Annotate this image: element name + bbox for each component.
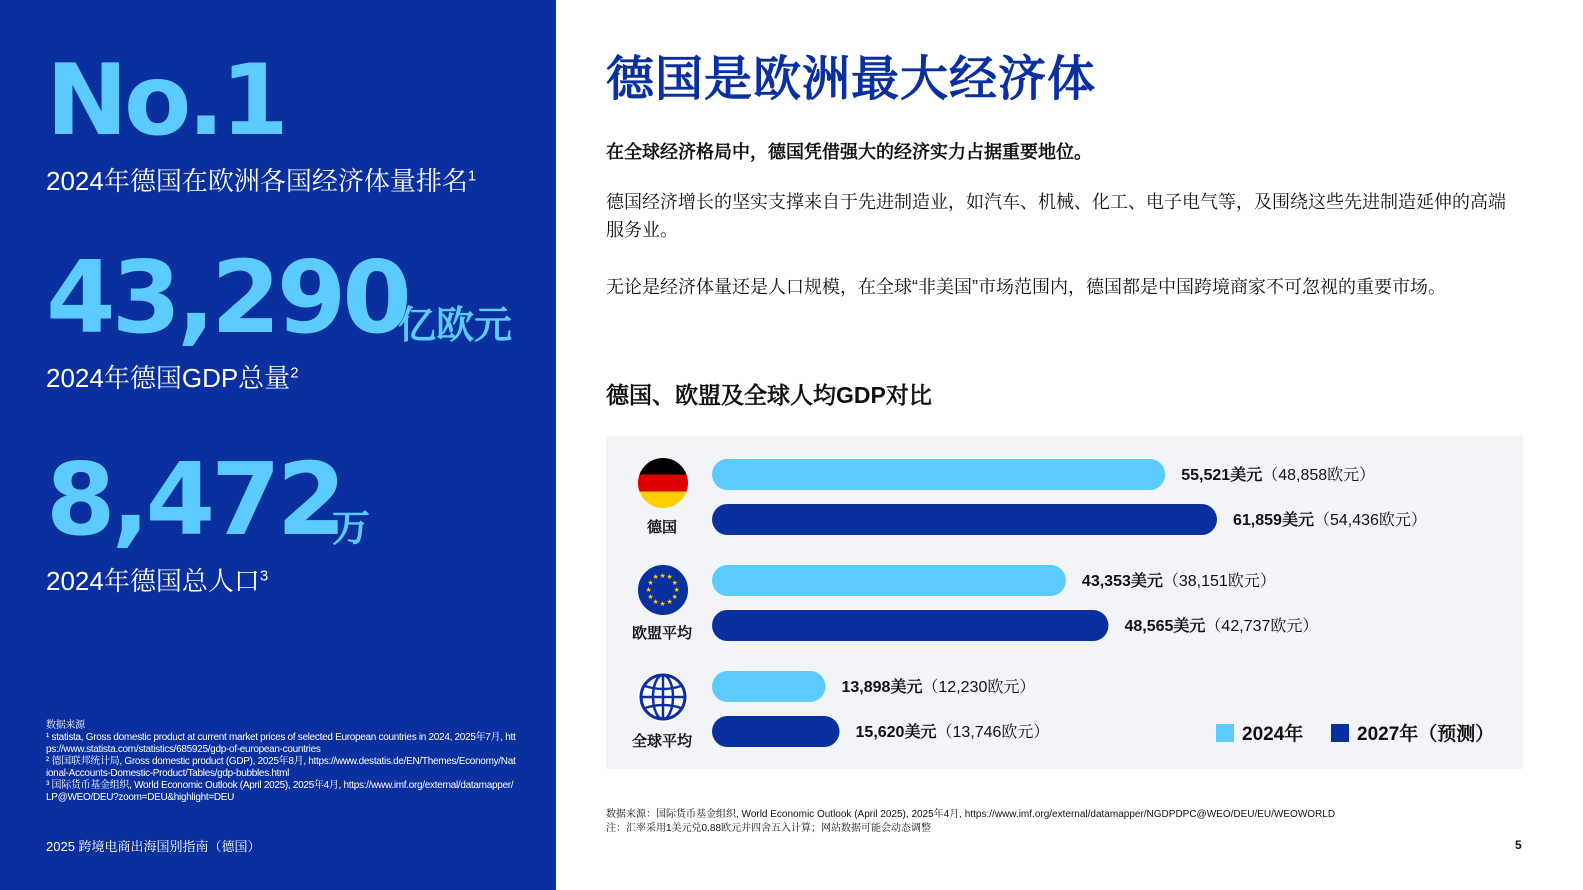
bar-2024-2 — [712, 671, 825, 702]
eur-value-label: （54,436欧元） — [1313, 512, 1427, 529]
category-label-germany: 德国 — [646, 519, 677, 536]
paragraph-2: 无论是经济体量还是人口规模，在全球“非美国”市场范围内，德国都是中国跨境商家不可忽视的重要市场。 — [606, 277, 1446, 297]
page-number: 5 — [1515, 838, 1522, 852]
usd-value-label: 15,620美元 — [855, 724, 937, 741]
population-value: 8,472 — [46, 441, 343, 558]
footer-title: 2025 跨境电商出海国别指南（德国） — [46, 839, 261, 854]
eur-value-label: （38,151欧元） — [1162, 573, 1276, 590]
bar-2027-2 — [712, 716, 840, 747]
globe-icon — [638, 672, 688, 722]
eur-value-label: （12,230欧元） — [922, 679, 1036, 696]
chart-exchange-note: 注：汇率采用1美元兑0.88欧元并四舍五入计算；网站数据可能会动态调整 — [606, 823, 932, 834]
legend-2024 — [1216, 719, 1303, 746]
data-label — [1124, 616, 1318, 635]
gdp-label: 2024年德国GDP总量$^2$ — [46, 363, 299, 393]
rank-label: 2024年德国在欧洲各国经济体量排名$^1$ — [46, 166, 477, 196]
eu-star-icon: ★ — [652, 598, 659, 606]
usd-value-label: 61,859美元 — [1233, 512, 1314, 529]
data-label — [1233, 510, 1427, 529]
bar-2027-1 — [712, 610, 1108, 641]
source-item: ² 德国联邦统计局, Gross domestic product (GDP), 2025年8月, https://www.destatis.de/EN/Themes/Economy/National-Accounts-Domestic-Product/Tables/gdp-bubbles.html — [46, 756, 516, 779]
data-label — [841, 677, 1035, 696]
page-title: 德国是欧洲最大经济体 — [606, 53, 1097, 106]
usd-value-label: 55,521美元 — [1181, 467, 1263, 484]
category-label-global: 全球平均 — [631, 733, 692, 750]
legend-swatch-2024 — [1216, 724, 1234, 742]
chart-notes — [606, 808, 1335, 836]
lead-text: 在全球经济格局中，德国凭借强大的经济实力占据重要地位。 — [606, 142, 1092, 162]
eu-star-icon: ★ — [652, 574, 659, 582]
eu-star-icon: ★ — [666, 598, 673, 606]
paragraph-1: 德国经济增长的坚实支撑来自于先进制造业，如汽车、机械、化工、电子电气等，及围绕这些先进制造延伸的高端服务业。 — [606, 192, 1506, 240]
chart-title: 德国、欧盟及全球人均GDP对比 — [606, 382, 932, 408]
population-unit: 万 — [332, 506, 371, 550]
rank-value: No.1 — [46, 44, 285, 158]
eu-star-icon: ★ — [659, 600, 666, 608]
eu-star-icon: ★ — [673, 586, 680, 594]
eu-star-icon: ★ — [671, 579, 678, 587]
eu-star-icon: ★ — [647, 579, 654, 587]
chart-source-note: 数据来源：国际货币基金组织, World Economic Outlook (April 2025), 2025年4月, https://www.imf.org/external/datamapper/NGDPDPC@WEO/DEU/EU/WEOWORLD — [606, 809, 1336, 820]
sources-block — [46, 720, 516, 804]
data-label — [1082, 571, 1276, 590]
legend-swatch-2027 — [1331, 724, 1349, 742]
population-label: 2024年德国总人口$^3$ — [46, 566, 269, 596]
legend-2027 — [1331, 719, 1494, 746]
usd-value-label: 13,898美元 — [841, 679, 923, 696]
legend-label-2024: 2024年 — [1242, 724, 1304, 745]
germany-flag-icon — [638, 458, 688, 508]
data-label — [1181, 465, 1375, 484]
eur-value-label: （42,737欧元） — [1205, 618, 1319, 635]
bar-2024-1 — [712, 565, 1066, 596]
category-label-eu: 欧盟平均 — [631, 625, 692, 642]
eu-star-icon: ★ — [671, 593, 678, 601]
gdp-unit: 亿欧元 — [398, 303, 513, 347]
source-item: ³ 国际货币基金组织, World Economic Outlook (April 2025), 2025年4月, https://www.imf.org/external/datamapper/LP@WEO/DEU?zoom=DEU&highlight=DEU — [46, 780, 514, 803]
eu-flag-icon — [638, 565, 688, 615]
source-item: ¹ statista, Gross domestic product at current market prices of selected European countries in 2024, 2025年7月, https://www.statista.com/statistics/685925/gdp-of-european-countries — [46, 732, 516, 755]
bar-2027-0 — [712, 504, 1217, 535]
gdp-value: 43,290 — [46, 239, 408, 356]
usd-value-label: 48,565美元 — [1124, 618, 1206, 635]
eu-star-icon: ★ — [645, 586, 652, 594]
legend-label-2027: 2027年（预测） — [1357, 724, 1495, 745]
eur-value-label: （48,858欧元） — [1262, 467, 1376, 484]
data-label — [856, 722, 1050, 741]
eur-value-label: （13,746欧元） — [936, 724, 1050, 741]
eu-star-icon: ★ — [666, 574, 673, 582]
eu-star-icon: ★ — [659, 572, 666, 580]
left-panel — [0, 0, 556, 890]
eu-star-icon: ★ — [647, 593, 654, 601]
sources-heading: 数据来源 — [46, 720, 85, 731]
bar-2024-0 — [712, 459, 1165, 490]
usd-value-label: 43,353美元 — [1081, 573, 1163, 590]
